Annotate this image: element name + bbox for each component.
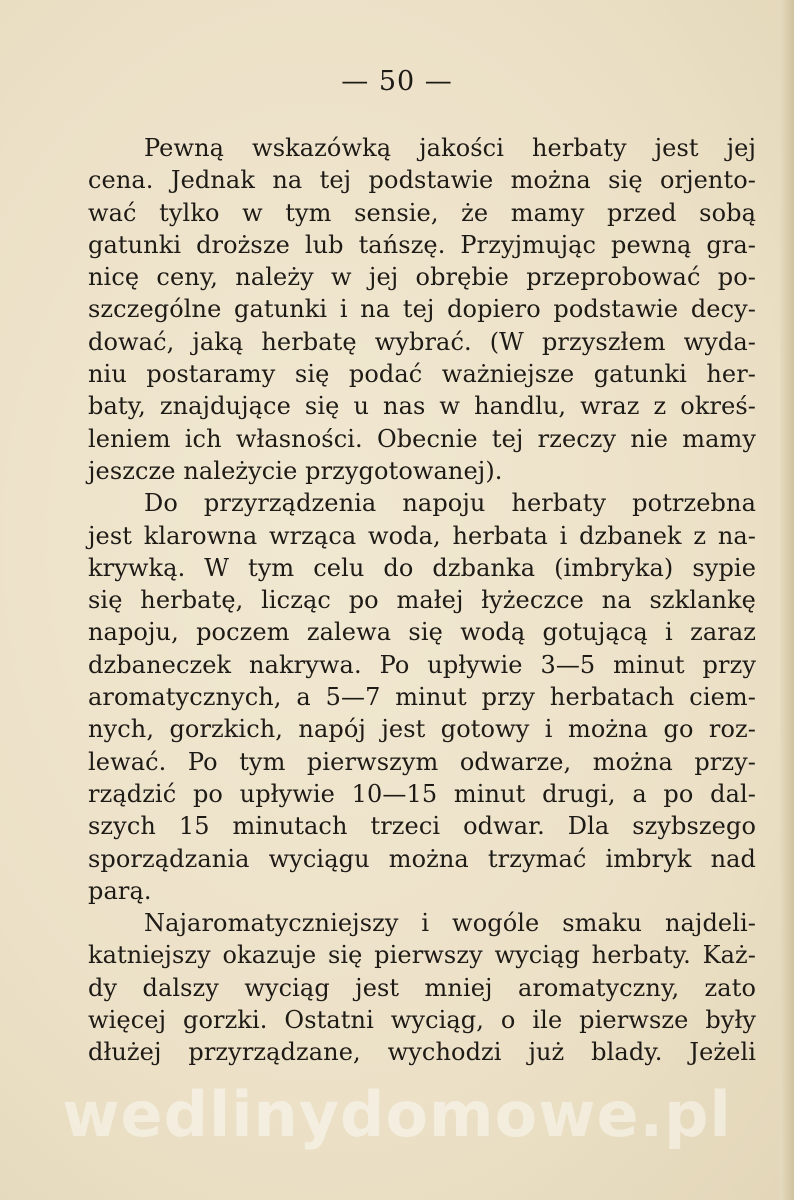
text-line: nych, gorzkich, napój jest gotowy i można go roz- — [88, 715, 756, 744]
text-line: cena. Jednak na tej podstawie można się orjento- — [88, 166, 756, 195]
text-line: napoju, poczem zalewa się wodą gotującą i zaraz — [88, 618, 756, 647]
text-line: parą. — [88, 876, 152, 905]
text-line: jeszcze należycie przygotowanej). — [88, 456, 503, 485]
watermark: wedlinydomowe.pl — [62, 1078, 732, 1151]
text-line: dłużej przyrządzane, wychodzi już blady. Jeżeli — [88, 1038, 756, 1067]
text-line: lewać. Po tym pierwszym odwarze, można przy- — [88, 747, 756, 776]
text-line: niu postaramy się podać ważniejsze gatunki her- — [88, 360, 756, 389]
text-line: Pewną wskazówką jakości herbaty jest jej — [144, 134, 756, 162]
text-line: rządzić po upływie 10—15 minut drugi, a po dal- — [88, 779, 756, 808]
text-line: dować, jaką herbatę wybrać. (W przyszłem wyda- — [88, 327, 756, 356]
page-number: — 50 — — [341, 66, 453, 97]
text-line: aromatycznych, a 5—7 minut przy herbatach ciem- — [88, 683, 756, 712]
body-text — [88, 132, 756, 1069]
text-line: krywką. W tym celu do dzbanka (imbryka) sypie — [88, 553, 756, 582]
text-line: nicę ceny, należy w jej obrębie przeprobować po- — [88, 263, 756, 292]
text-line: szych 15 minutach trzeci odwar. Dla szybszego — [88, 812, 756, 841]
text-line: się herbatę, licząc po małej łyżeczce na szklankę — [88, 586, 756, 615]
text-line: katniejszy okazuje się pierwszy wyciąg herbaty. Każ- — [88, 941, 756, 970]
page-edge — [780, 0, 794, 1200]
text-line: dy dalszy wyciąg jest mniej aromatyczny, zato — [88, 973, 756, 1002]
text-line: leniem ich własności. Obecnie tej rzeczy nie mamy — [88, 424, 756, 453]
text-line: wać tylko w tym sensie, że mamy przed sobą — [88, 198, 756, 227]
text-line: Do przyrządzenia napoju herbaty potrzebna — [144, 489, 756, 518]
text-line: sporządzania wyciągu można trzymać imbryk nad — [88, 844, 756, 873]
text-line: gatunki droższe lub tańszę. Przyjmując pewną gra- — [88, 230, 756, 259]
text-line: szczególne gatunki i na tej dopiero podstawie decy- — [88, 295, 756, 324]
text-line: dzbaneczek nakrywa. Po upływie 3—5 minut przy — [88, 650, 756, 679]
text-line: jest klarowna wrząca woda, herbata i dzbanek z na- — [88, 521, 756, 550]
text-line: baty, znajdujące się u nas w handlu, wraz z okreś- — [88, 392, 756, 421]
text-line: więcej gorzki. Ostatni wyciąg, o ile pierwsze były — [88, 1006, 756, 1035]
text-line: Najaromatyczniejszy i wogóle smaku najdeli- — [144, 909, 756, 938]
